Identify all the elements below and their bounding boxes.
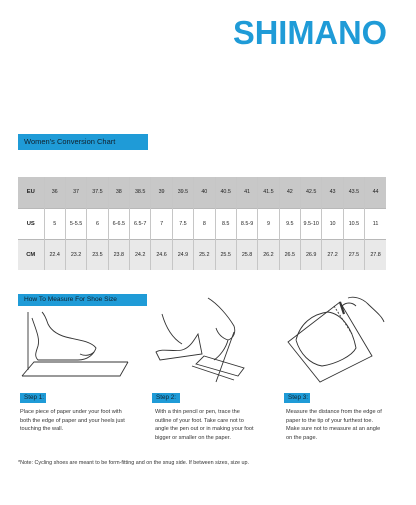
logo-text: SHIMANO — [233, 14, 387, 50]
size-cell: 41 — [236, 177, 257, 208]
size-cell: 9 — [258, 208, 279, 239]
size-cell: 40 — [194, 177, 215, 208]
table-row-eu — [18, 177, 386, 208]
size-cell: 27.5 — [343, 239, 364, 270]
size-cell: 26.9 — [301, 239, 322, 270]
size-cell: 24.6 — [151, 239, 172, 270]
size-cell: 9.5 — [279, 208, 300, 239]
size-cell: 6-6.5 — [108, 208, 129, 239]
size-cell: 39 — [151, 177, 172, 208]
table-row-cm — [18, 239, 386, 270]
footnote: *Note: Cycling shoes are meant to be form-fitting and on the snug side. If between sizes, size up. — [18, 460, 250, 466]
size-cell: 7 — [151, 208, 172, 239]
step-1-text: Place piece of paper under your foot with both the edge of paper and your heels just touching the wall. — [20, 409, 125, 433]
size-cell: 44 — [365, 177, 386, 208]
size-cell: 10 — [322, 208, 343, 239]
size-cell: 5-5.5 — [65, 208, 86, 239]
size-cell: 38.5 — [130, 177, 151, 208]
size-cell: 39.5 — [172, 177, 193, 208]
size-cell: 27.8 — [365, 239, 386, 270]
size-cell: 6 — [87, 208, 108, 239]
size-cell: 25.5 — [215, 239, 236, 270]
row-label: EU — [18, 177, 44, 208]
row-label: CM — [18, 239, 44, 270]
size-cell: 8.5 — [215, 208, 236, 239]
size-cell: 25.8 — [236, 239, 257, 270]
size-cell: 42.5 — [301, 177, 322, 208]
size-cell: 27.2 — [322, 239, 343, 270]
step-1-label: Step 1: — [20, 393, 46, 403]
foot-on-paper-icon — [20, 310, 130, 382]
size-cell: 11 — [365, 208, 386, 239]
size-cell: 41.5 — [258, 177, 279, 208]
size-cell: 10.5 — [343, 208, 364, 239]
size-cell: 5 — [44, 208, 65, 239]
size-cell: 8 — [194, 208, 215, 239]
size-cell: 43 — [322, 177, 343, 208]
size-cell: 6.5-7 — [130, 208, 151, 239]
tracing-foot-icon — [152, 294, 248, 384]
size-cell: 24.2 — [130, 239, 151, 270]
step-3-label: Step 3: — [284, 393, 310, 403]
size-cell: 43.5 — [343, 177, 364, 208]
step-3-text: Measure the distance from the edge of paper to the tip of your furthest toe. Make sure not to measure at an angle on the page. — [286, 409, 382, 442]
step-2-label: Step 2: — [152, 393, 180, 403]
size-cell: 37 — [65, 177, 86, 208]
size-cell: 7.5 — [172, 208, 193, 239]
table-row-us — [18, 208, 386, 239]
measure-title: How To Measure For Shoe Size — [18, 294, 147, 306]
chart-title: Women's Conversion Chart — [18, 134, 148, 150]
size-cell: 38 — [108, 177, 129, 208]
measuring-tape-icon — [282, 294, 386, 384]
size-conversion-table — [18, 177, 386, 270]
size-cell: 36 — [44, 177, 65, 208]
size-cell: 26.2 — [258, 239, 279, 270]
size-cell: 23.2 — [65, 239, 86, 270]
size-cell: 42 — [279, 177, 300, 208]
size-cell: 23.8 — [108, 239, 129, 270]
size-cell: 23.5 — [87, 239, 108, 270]
row-label: US — [18, 208, 44, 239]
size-cell: 8.5-9 — [236, 208, 257, 239]
size-cell: 25.2 — [194, 239, 215, 270]
size-cell: 9.5-10 — [301, 208, 322, 239]
shimano-logo — [233, 14, 389, 50]
size-cell: 24.9 — [172, 239, 193, 270]
size-cell: 37.5 — [87, 177, 108, 208]
size-cell: 26.5 — [279, 239, 300, 270]
size-cell: 22.4 — [44, 239, 65, 270]
size-cell: 40.5 — [215, 177, 236, 208]
step-2-text: With a thin pencil or pen, trace the outline of your foot. Take care not to angle the pen out or in making your foot bigger or smaller on the paper. — [155, 409, 254, 442]
